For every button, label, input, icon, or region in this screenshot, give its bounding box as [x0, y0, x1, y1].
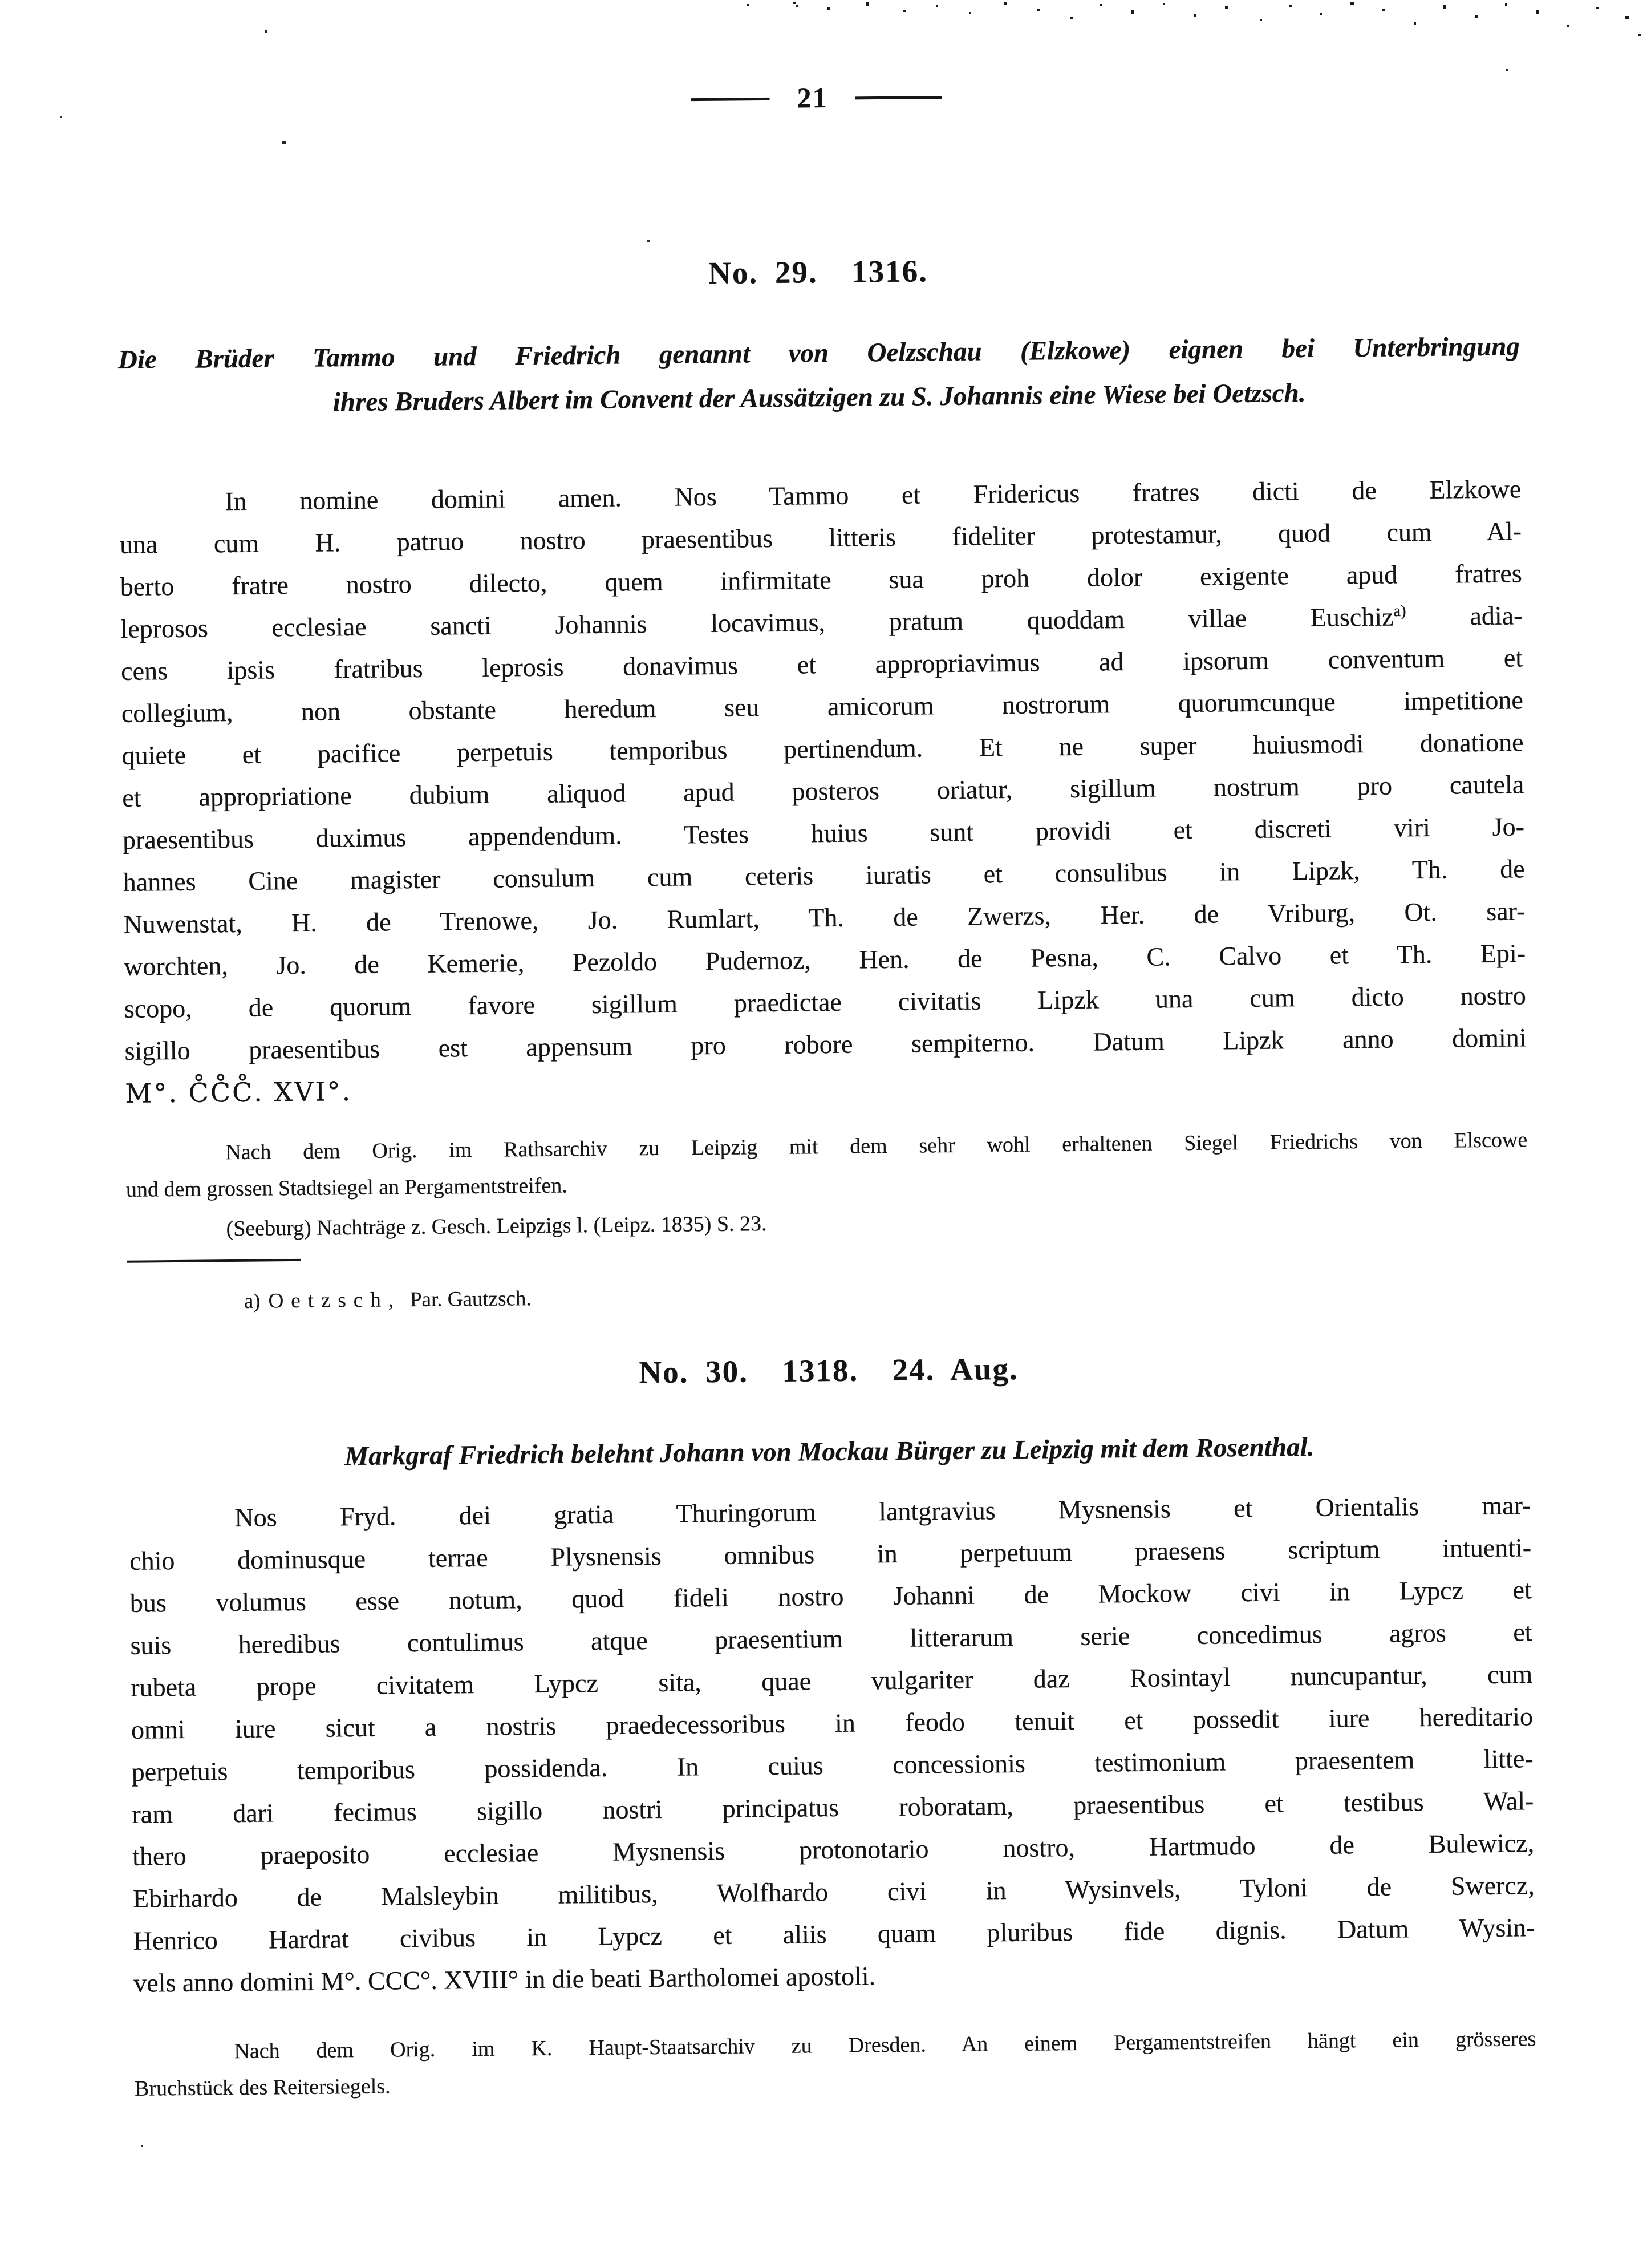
text-line: Nos Fryd. dei gratia Thuringorum lantgravius Mysnensis et Orientalis mar-	[234, 1491, 1531, 1532]
text-line: Nach dem Orig. im Rathsarchiv zu Leipzig mit dem sehr wohl erhaltenen Siegel Friedrichs von Elscowe	[225, 1128, 1528, 1165]
text-line: chio dominusque terrae Plysnensis omnibus in perpetuum praesens scriptum intuenti-	[129, 1533, 1532, 1576]
charter-30-source-note	[134, 2020, 1536, 2107]
charter-30-summary	[128, 1423, 1531, 1481]
charter-29-source-note	[125, 1121, 1528, 1208]
header-rule-right	[855, 96, 942, 99]
footnote-separator	[127, 1259, 301, 1263]
text-line: collegium, non obstante heredum seu amicorum nostrorum quorumcunque impetitione	[121, 685, 1523, 728]
charter-29-footnote	[127, 1277, 1529, 1315]
charter-29-heading: No. 29. 1316.	[708, 253, 928, 290]
text-line: quiete et pacifice perpetuis temporibus pertinendum. Et ne super huiusmodi donatione	[121, 727, 1524, 770]
page-header	[115, 0, 1518, 121]
text-segment: adia-	[1406, 601, 1523, 631]
text-line: (Seeburg) Nachträge z. Gesch. Leipzigs l. (Leipz. 1835) S. 23.	[226, 1211, 767, 1241]
text-line: perpetuis temporibus possidenda. In cuius concessionis testimonium praesentem litte-	[131, 1744, 1534, 1787]
charter-30	[128, 1346, 1536, 2107]
text-line: rubeta prope civitatem Lypcz sita, quae vulgariter daz Rosintayl nuncupantur, cum	[130, 1659, 1533, 1702]
footnote-ref: a)	[1393, 602, 1406, 621]
text-line: cens ipsis fratribus leprosis donavimus et appropriavimus ad ipsorum conventum et	[120, 643, 1523, 686]
text-line: M°. C̊C̊C̊. XVI°.	[124, 1075, 352, 1109]
text-line: und dem grossen Stadtsiegel an Pergamentstreifen.	[125, 1173, 567, 1202]
footnote-marker: a)	[244, 1289, 261, 1313]
text-line: Bruchstück des Reitersiegels.	[134, 2074, 391, 2101]
page-number: 21	[797, 81, 828, 114]
text-line: sigillo praesentibus est appensum pro robore sempiterno. Datum Lipzk anno domini	[124, 1023, 1527, 1066]
text-line: berto fratre nostro dilecto, quem infirmitate sua proh dolor exigente apud fratres	[120, 558, 1522, 601]
charter-30-heading: No. 30. 1318. 24. Aug.	[639, 1351, 1019, 1390]
footnote-term: Oetzsch,	[268, 1288, 401, 1313]
text-line: suis heredibus contulimus atque praesentium litterarum serie concedimus agros et	[130, 1617, 1532, 1660]
charter-29	[117, 247, 1529, 1315]
charter-30-body	[129, 1484, 1535, 2004]
header-rule-left	[691, 98, 770, 101]
text-line: una cum H. patruo nostro praesentibus litteris fideliter protestamur, quod cum Al-	[119, 516, 1522, 559]
text-line: Ebirhardo de Malsleybin militibus, Wolfhardo civi in Wysinvels, Tyloni de Swercz,	[132, 1870, 1535, 1913]
footnote-text: Par. Gautzsch.	[409, 1286, 532, 1311]
text-line: Nuwenstat, H. de Trenowe, Jo. Rumlart, Th. de Zwerzs, Her. de Vriburg, Ot. sar-	[123, 896, 1526, 939]
charter-29-summary	[117, 324, 1520, 427]
text-line: hannes Cine magister consulum cum ceteris iuratis et consulibus in Lipzk, Th. de	[123, 854, 1525, 897]
text-line: praesentibus duximus appendendum. Testes huius sunt providi et discreti viri Jo-	[122, 812, 1525, 854]
text-line: thero praeposito ecclesiae Mysnensis protonotario nostro, Hartmudo de Bulewicz,	[132, 1828, 1535, 1871]
text-line: Nach dem Orig. im K. Haupt-Staatsarchiv zu Dresden. An einem Pergamentstreifen hängt ein grösseres	[234, 2027, 1536, 2064]
text-line: omni iure sicut a nostris praedecessoribus in feodo tenuit et possedit iure hereditario	[131, 1702, 1534, 1744]
text-line: Markgraf Friedrich belehnt Johann von Mockau Bürger zu Leipzig mit dem Rosenthal.	[344, 1432, 1315, 1472]
text-segment: leprosos ecclesiae sancti Johannis locavimus, pratum quoddam villae Euschiz	[120, 602, 1394, 643]
charter-29-body	[119, 468, 1527, 1115]
text-line: ihres Bruders Albert im Convent der Aussätzigen zu S. Johannis eine Wiese bei Oetzsch.	[332, 378, 1306, 418]
page-content	[115, 0, 1536, 2107]
text-line: bus volumus esse notum, quod fideli nostro Johanni de Mockow civi in Lypcz et	[129, 1575, 1532, 1618]
text-line: scopo, de quorum favore sigillum praedictae civitatis Lipzk una cum dicto nostro	[124, 981, 1526, 1023]
text-line: et appropriatione dubium aliquod apud posteros oriatur, sigillum nostrum pro cautela	[121, 770, 1524, 812]
text-line: worchten, Jo. de Kemerie, Pezoldo Pudernoz, Hen. de Pesna, C. Calvo et Th. Epi-	[123, 938, 1526, 981]
text-line: ram dari fecimus sigillo nostri principatus roboratam, praesentibus et testibus Wal-	[132, 1786, 1534, 1829]
text-line: Die Brüder Tammo und Friedrich genannt von Oelzschau (Elzkowe) eignen bei Unterbringung	[117, 331, 1520, 375]
text-line: Henrico Hardrat civibus in Lypcz et aliis quam pluribus fide dignis. Datum Wysin-	[133, 1913, 1535, 1955]
scan-noise	[0, 0, 1, 1]
text-line: vels anno domini M°. CCC°. XVIII° in die beati Bartholomei apostoli.	[133, 1961, 876, 1998]
text-line: In nomine domini amen. Nos Tammo et Fridericus fratres dicti de Elzkowe	[225, 474, 1522, 516]
